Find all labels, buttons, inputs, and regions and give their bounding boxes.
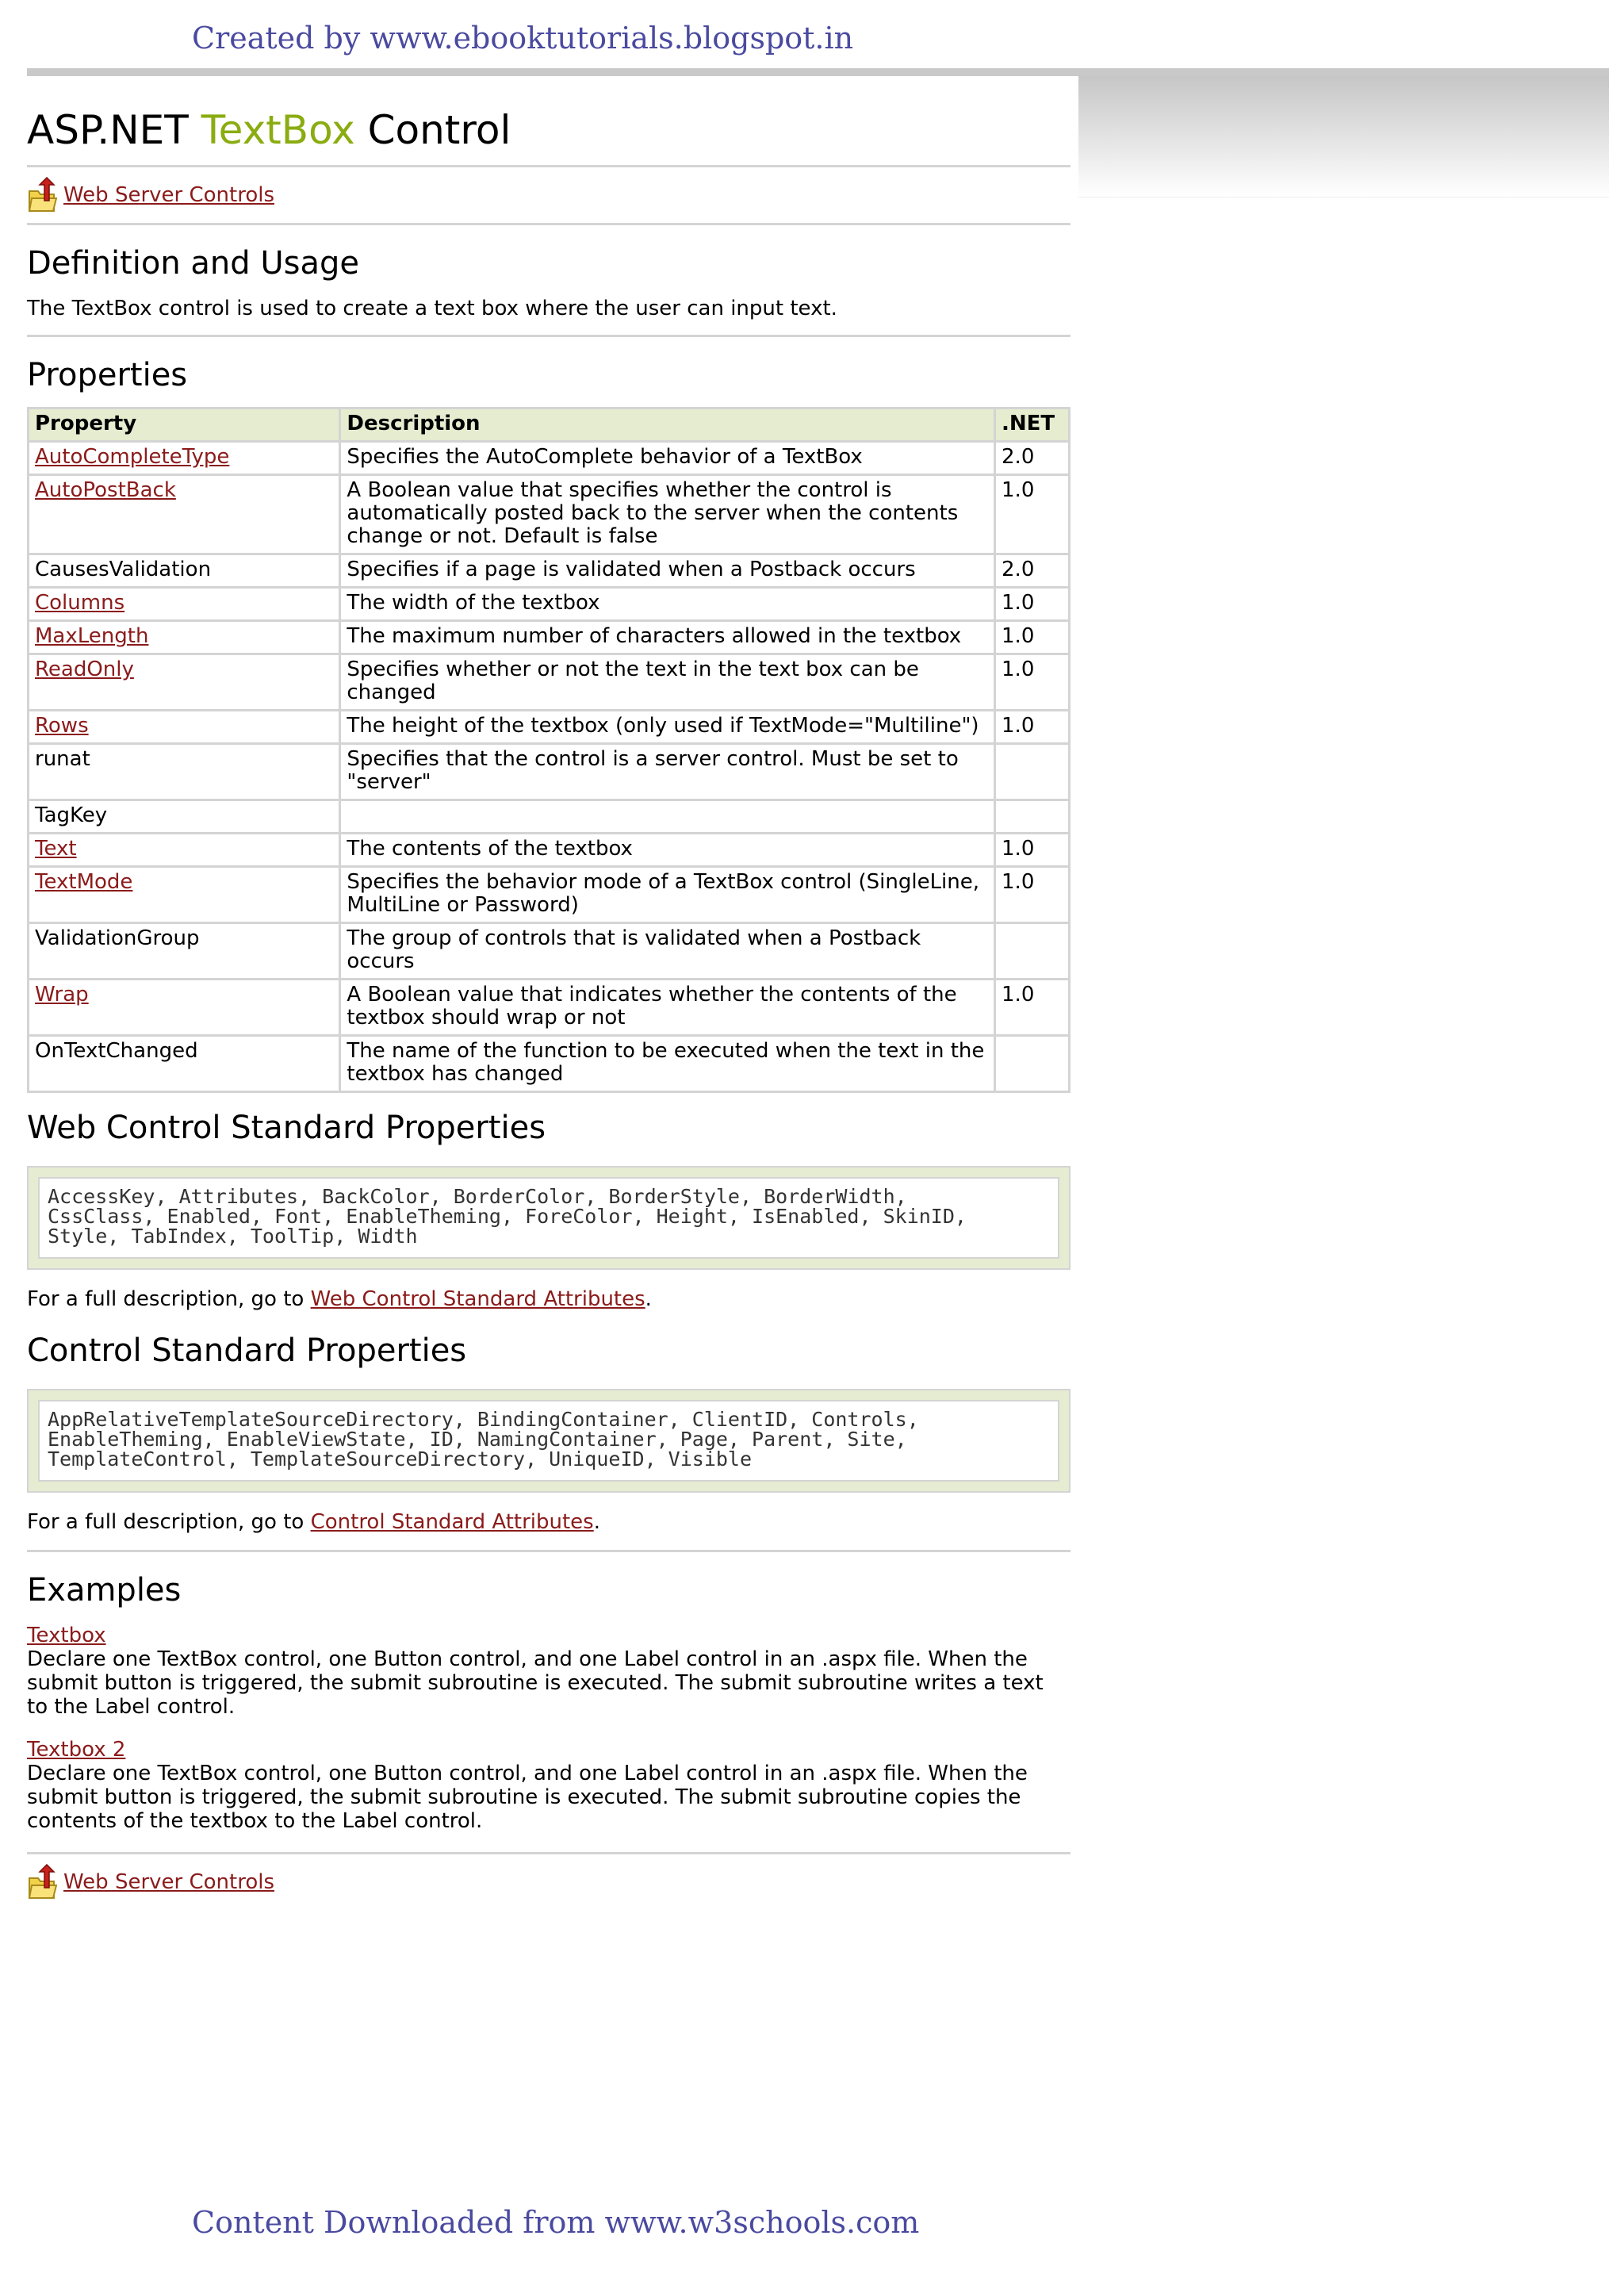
page-title: ASP.NET TextBox Control	[27, 107, 511, 153]
property-link[interactable]: ReadOnly	[35, 658, 134, 681]
properties-table	[27, 407, 1071, 1093]
column-header-property: Property	[29, 408, 340, 442]
control-properties-codebox	[27, 1389, 1071, 1493]
property-description: The height of the textbox (only used if TextMode="Multiline")	[340, 711, 995, 744]
table-row	[29, 475, 1070, 554]
top-gray-bar	[27, 68, 1609, 76]
example-item	[27, 1738, 1071, 1833]
property-net-version: 1.0	[995, 711, 1070, 744]
watermark-top: Created by www.ebooktutorials.blogspot.in	[192, 21, 854, 56]
example-item	[27, 1624, 1071, 1719]
property-net-version: 1.0	[995, 475, 1070, 554]
property-description: A Boolean value that indicates whether the contents of the textbox should wrap or not	[340, 980, 995, 1036]
table-row	[29, 621, 1070, 654]
web-server-controls-link-top[interactable]: Web Server Controls	[63, 183, 275, 207]
property-net-version: 2.0	[995, 442, 1070, 475]
property-net-version: 1.0	[995, 654, 1070, 711]
property-net-version: 1.0	[995, 621, 1070, 654]
code-line: AppRelativeTemplateSourceDirectory, BindingContainer, ClientID, Controls,	[48, 1408, 919, 1431]
main-content	[27, 76, 1071, 1910]
table-row	[29, 1036, 1070, 1092]
property-name: CausesValidation	[29, 554, 340, 588]
definition-text: The TextBox control is used to create a text box where the user can input text.	[27, 297, 837, 320]
property-description: The group of controls that is validated when a Postback occurs	[340, 923, 995, 980]
control-properties-note: For a full description, go to Control Standard Attributes.	[27, 1510, 600, 1534]
property-link[interactable]: AutoPostBack	[35, 478, 176, 502]
property-net-version: 1.0	[995, 834, 1070, 867]
table-row	[29, 834, 1070, 867]
property-description: The name of the function to be executed when the text in the textbox has changed	[340, 1036, 995, 1092]
table-row	[29, 867, 1070, 923]
property-link[interactable]: Columns	[35, 591, 125, 615]
table-header-row	[29, 408, 1070, 442]
column-header-description: Description	[340, 408, 995, 442]
property-description: Specifies that the control is a server control. Must be set to "server"	[340, 744, 995, 800]
property-description: Specifies the AutoComplete behavior of a TextBox	[340, 442, 995, 475]
property-net-version	[995, 744, 1070, 800]
property-link[interactable]: TextMode	[35, 870, 133, 894]
nav-row-bottom	[27, 1854, 1071, 1910]
code-line: TemplateControl, TemplateSourceDirectory, UniqueID, Visible	[48, 1448, 753, 1471]
property-link[interactable]: Rows	[35, 714, 89, 738]
title-accent: TextBox	[201, 107, 355, 153]
example-description: Declare one TextBox control, one Button control, and one Label control in an .aspx file. When the submit button is triggered, the submit subroutine is executed. The submit subroutine copies the contents of the textbox to the Label control.	[27, 1762, 1028, 1833]
example-link[interactable]: Textbox 2	[27, 1738, 126, 1762]
property-net-version	[995, 923, 1070, 980]
property-description: The width of the textbox	[340, 588, 995, 621]
table-row	[29, 554, 1070, 588]
property-description: The contents of the textbox	[340, 834, 995, 867]
property-name: runat	[29, 744, 340, 800]
property-net-version: 1.0	[995, 588, 1070, 621]
web-control-properties-heading: Web Control Standard Properties	[27, 1110, 546, 1146]
property-link[interactable]: Text	[35, 837, 77, 861]
control-standard-attributes-link[interactable]: Control Standard Attributes	[310, 1510, 594, 1534]
web-control-properties-codebox	[27, 1166, 1071, 1270]
property-description: Specifies the behavior mode of a TextBox control (SingleLine, MultiLine or Password)	[340, 867, 995, 923]
web-control-standard-attributes-link[interactable]: Web Control Standard Attributes	[310, 1287, 645, 1311]
control-properties-heading: Control Standard Properties	[27, 1332, 467, 1369]
example-description: Declare one TextBox control, one Button control, and one Label control in an .aspx file. When the submit button is triggered, the submit subroutine is executed. The submit subroutine writes a text to the Label control.	[27, 1647, 1044, 1719]
watermark-bottom: Content Downloaded from www.w3schools.com	[192, 2205, 920, 2240]
property-name: ValidationGroup	[29, 923, 340, 980]
property-description: Specifies if a page is validated when a Postback occurs	[340, 554, 995, 588]
folder-up-icon	[27, 1864, 59, 1900]
property-link[interactable]: Wrap	[35, 983, 89, 1007]
property-description: The maximum number of characters allowed in the textbox	[340, 621, 995, 654]
table-row	[29, 588, 1070, 621]
property-net-version: 2.0	[995, 554, 1070, 588]
folder-up-icon	[27, 177, 59, 213]
example-link[interactable]: Textbox	[27, 1624, 106, 1647]
table-row	[29, 980, 1070, 1036]
web-server-controls-link-bottom[interactable]: Web Server Controls	[63, 1870, 275, 1894]
web-control-properties-note: For a full description, go to Web Control Standard Attributes.	[27, 1287, 652, 1311]
property-link[interactable]: MaxLength	[35, 624, 149, 648]
nav-row-top	[27, 167, 1071, 223]
table-row	[29, 711, 1070, 744]
code-line: Style, TabIndex, ToolTip, Width	[48, 1225, 418, 1248]
property-link[interactable]: AutoCompleteType	[35, 445, 230, 469]
property-description	[340, 800, 995, 834]
examples-heading: Examples	[27, 1572, 182, 1609]
code-line: AccessKey, Attributes, BackColor, BorderColor, BorderStyle, BorderWidth,	[48, 1185, 907, 1208]
definition-heading: Definition and Usage	[27, 245, 360, 282]
property-name: OnTextChanged	[29, 1036, 340, 1092]
property-name: TagKey	[29, 800, 340, 834]
property-net-version: 1.0	[995, 867, 1070, 923]
table-row	[29, 923, 1070, 980]
property-net-version: 1.0	[995, 980, 1070, 1036]
table-row	[29, 442, 1070, 475]
code-line: CssClass, Enabled, Font, EnableTheming, ForeColor, Height, IsEnabled, SkinID,	[48, 1205, 967, 1228]
property-net-version	[995, 1036, 1070, 1092]
properties-heading: Properties	[27, 357, 188, 393]
table-row	[29, 800, 1070, 834]
property-description: A Boolean value that specifies whether the control is automatically posted back to the server when the contents change or not. Default is false	[340, 475, 995, 554]
table-row	[29, 654, 1070, 711]
table-row	[29, 744, 1070, 800]
code-line: EnableTheming, EnableViewState, ID, NamingContainer, Page, Parent, Site,	[48, 1428, 907, 1451]
property-description: Specifies whether or not the text in the text box can be changed	[340, 654, 995, 711]
property-net-version	[995, 800, 1070, 834]
column-header-net: .NET	[995, 408, 1070, 442]
side-gradient-panel	[1078, 76, 1609, 197]
